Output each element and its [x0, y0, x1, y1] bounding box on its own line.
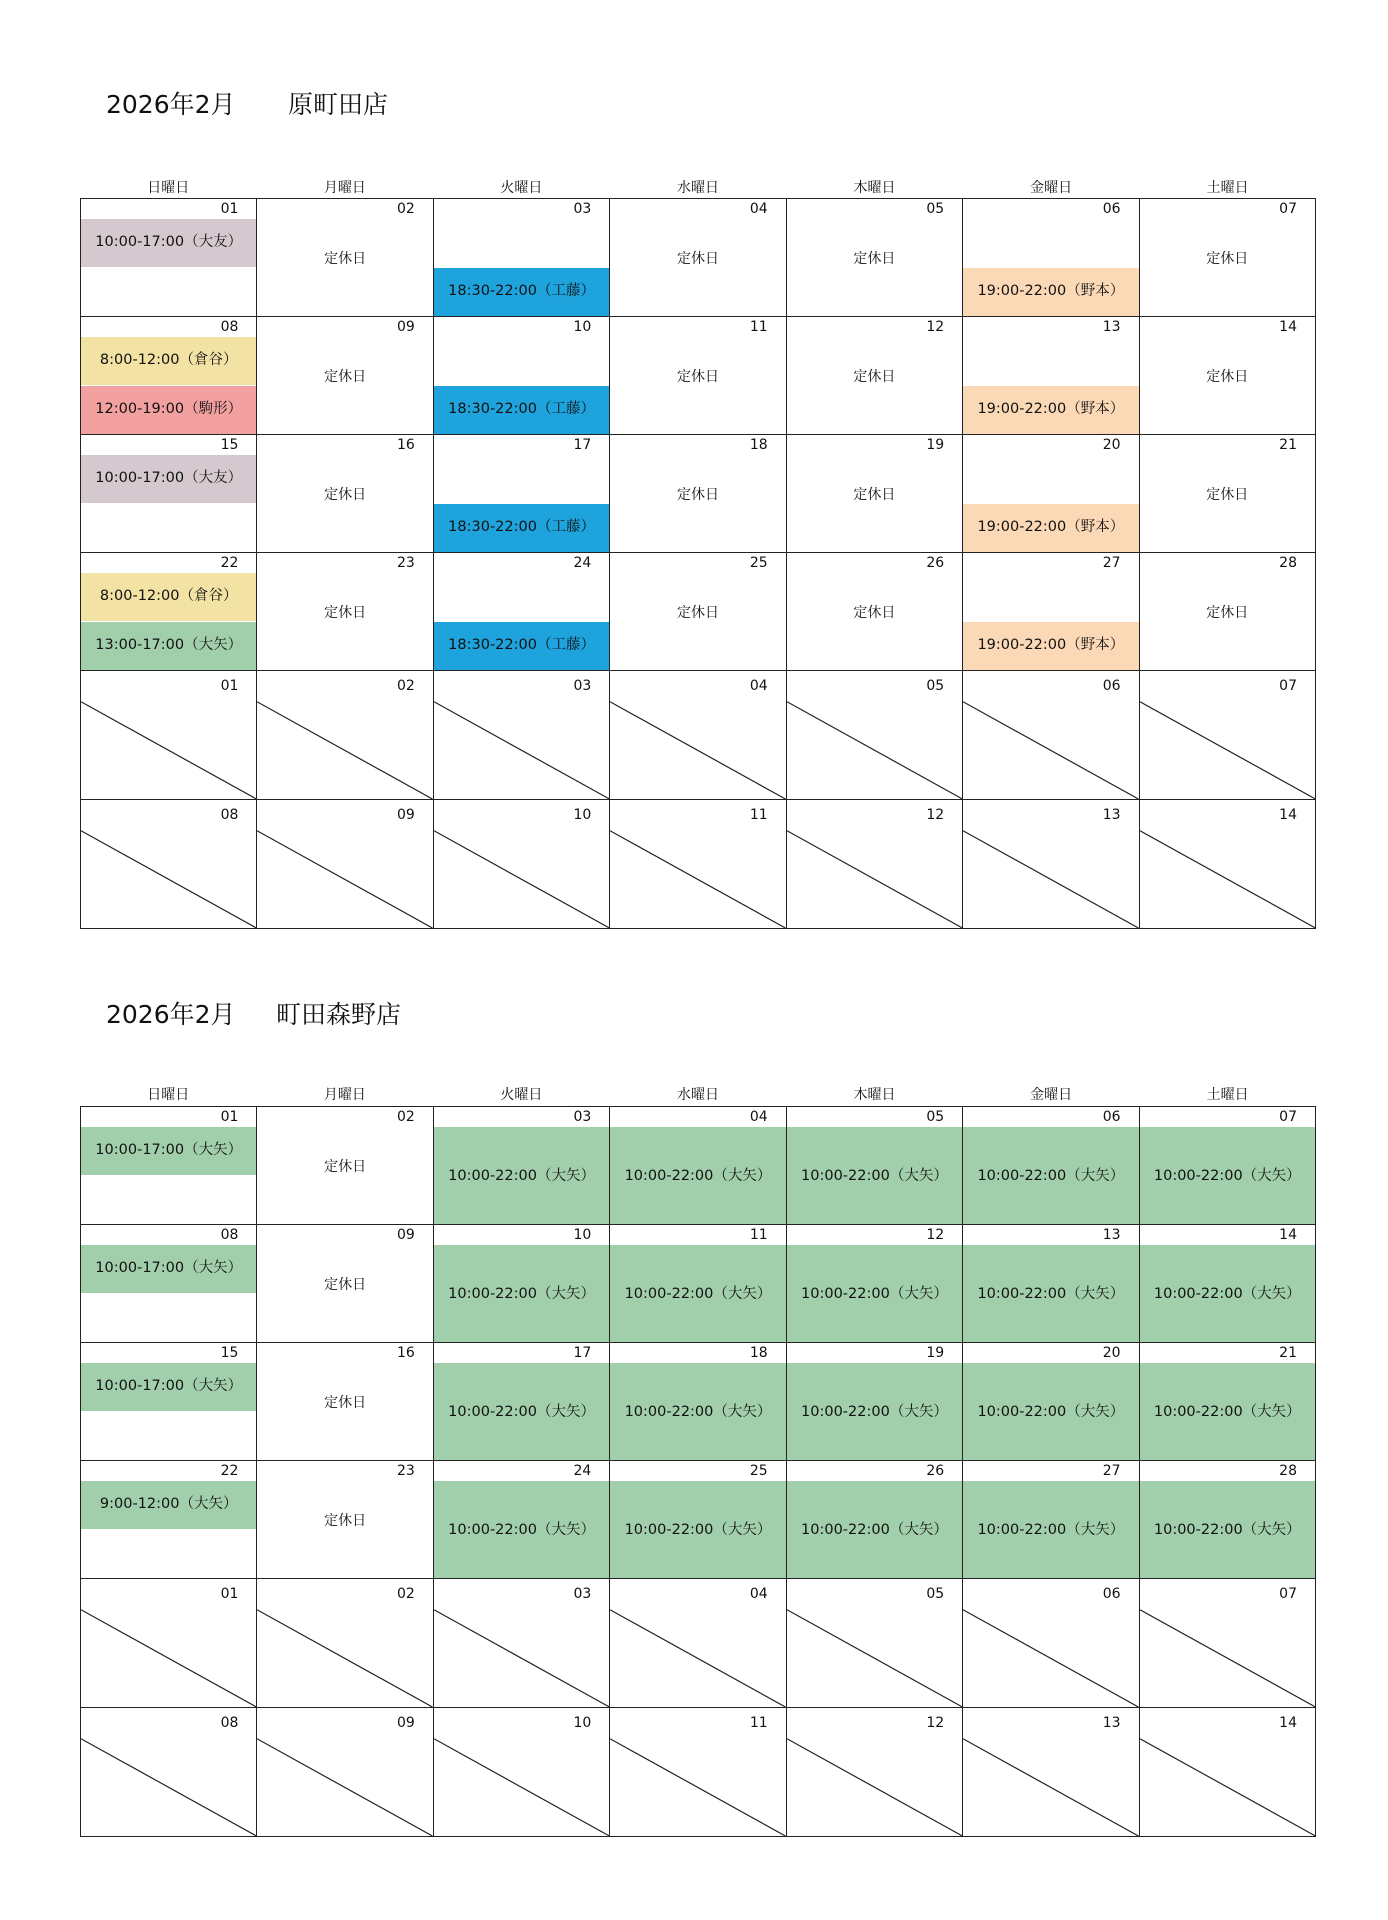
shift-block: 10:00-17:00（大友）: [81, 219, 256, 267]
calendar-cell: [257, 1343, 433, 1461]
weekday-tue: 火曜日: [500, 1087, 543, 1103]
closed-day-label: 定休日: [1206, 250, 1249, 267]
shift-block: 10:00-22:00（大矢）: [787, 1127, 962, 1224]
day-number: 14: [1279, 807, 1297, 823]
calendar-cell: [787, 435, 963, 553]
calendar-cell: [610, 1461, 786, 1579]
calendar-cell: [434, 1225, 610, 1343]
calendar-cell-outside-month: [81, 1579, 257, 1708]
day-number: 05: [926, 201, 945, 217]
closed-day-label: 定休日: [1206, 486, 1249, 503]
shift-block: 19:00-22:00（野本）: [963, 622, 1138, 670]
day-number: 07: [1279, 1109, 1297, 1125]
month-label: 2026年2月: [106, 1000, 236, 1029]
day-number: 26: [926, 1463, 945, 1479]
calendar-cell: [81, 1107, 257, 1225]
day-number: 03: [573, 678, 592, 694]
day-number: 09: [397, 807, 415, 823]
day-number: 27: [1102, 555, 1121, 571]
day-number: 18: [749, 1345, 768, 1361]
calendar-cell-outside-month: [610, 800, 786, 929]
weekday-thu: 木曜日: [853, 1087, 896, 1103]
day-number: 20: [1102, 437, 1121, 453]
calendar-cell: [1140, 435, 1316, 553]
day-number: 05: [926, 1586, 945, 1602]
calendar-cell: [257, 1107, 433, 1225]
day-number: 13: [1102, 319, 1121, 335]
shift-block: 10:00-22:00（大矢）: [1140, 1363, 1315, 1460]
calendar-cell: [257, 1225, 433, 1343]
calendar-cell: [257, 1461, 433, 1579]
shift-block: 10:00-22:00（大矢）: [1140, 1127, 1315, 1224]
shift-block: 10:00-22:00（大矢）: [610, 1481, 785, 1578]
calendar-cell: [434, 1343, 610, 1461]
calendar-cell-outside-month: [787, 1708, 963, 1837]
day-number: 28: [1279, 1463, 1297, 1479]
shift-block: 18:30-22:00（工藤）: [434, 386, 609, 434]
day-number: 21: [1279, 437, 1297, 453]
calendar-cell: [787, 1107, 963, 1225]
day-number: 28: [1279, 555, 1297, 571]
closed-day-label: 定休日: [324, 368, 367, 385]
closed-day-label: 定休日: [676, 604, 719, 621]
closed-day-label: 定休日: [324, 250, 367, 267]
day-number: 15: [220, 1345, 239, 1361]
day-number: 12: [926, 807, 945, 823]
shift-block: 10:00-22:00（大矢）: [434, 1127, 609, 1224]
weekday-header: [80, 177, 1316, 199]
weekday-header: [80, 1084, 1316, 1106]
calendar-cell-outside-month: [963, 1579, 1139, 1708]
day-number: 02: [397, 1586, 415, 1602]
day-number: 06: [1102, 1109, 1121, 1125]
calendar-cell-outside-month: [81, 800, 257, 929]
shift-block: 10:00-22:00（大矢）: [963, 1245, 1138, 1342]
day-number: 02: [397, 201, 415, 217]
day-number: 06: [1102, 201, 1121, 217]
shift-block: 19:00-22:00（野本）: [963, 386, 1138, 434]
day-number: 12: [926, 1715, 945, 1731]
shift-block: 8:00-12:00（倉谷）: [81, 573, 256, 621]
closed-day-label: 定休日: [853, 604, 896, 621]
shift-block: 19:00-22:00（野本）: [963, 268, 1138, 316]
shift-block: 10:00-22:00（大矢）: [963, 1127, 1138, 1224]
weekday-sat: 土曜日: [1206, 1087, 1249, 1103]
closed-day-label: 定休日: [324, 1512, 367, 1529]
closed-day-label: 定休日: [1206, 604, 1249, 621]
calendar-cell-outside-month: [787, 800, 963, 929]
month-label: 2026年2月: [106, 90, 236, 119]
day-number: 18: [749, 437, 768, 453]
day-number: 05: [926, 1109, 945, 1125]
weekday-tue: 火曜日: [500, 180, 543, 196]
calendar-cell: [434, 199, 610, 317]
day-number: 15: [220, 437, 239, 453]
shift-block: 18:30-22:00（工藤）: [434, 504, 609, 552]
day-number: 03: [573, 201, 592, 217]
day-number: 01: [220, 201, 239, 217]
shift-block: 10:00-22:00（大矢）: [963, 1363, 1138, 1460]
calendar-cell-outside-month: [787, 1579, 963, 1708]
day-number: 16: [397, 437, 415, 453]
calendar-cell: [434, 317, 610, 435]
calendar-cell-outside-month: [1140, 1708, 1316, 1837]
calendar-cell: [963, 435, 1139, 553]
shift-block: 10:00-17:00（大友）: [81, 455, 256, 503]
day-number: 27: [1102, 1463, 1121, 1479]
day-number: 11: [749, 319, 768, 335]
day-number: 09: [397, 1227, 415, 1243]
closed-day-label: 定休日: [324, 604, 367, 621]
day-number: 04: [749, 1109, 768, 1125]
day-number: 13: [1102, 807, 1121, 823]
day-number: 23: [397, 1463, 415, 1479]
day-number: 14: [1279, 319, 1297, 335]
shift-block: 10:00-22:00（大矢）: [787, 1245, 962, 1342]
day-number: 10: [573, 1715, 592, 1731]
shift-block: 19:00-22:00（野本）: [963, 504, 1138, 552]
day-number: 14: [1279, 1715, 1297, 1731]
day-number: 20: [1102, 1345, 1121, 1361]
calendar-cell: [610, 317, 786, 435]
shop-name: 原町田店: [288, 90, 389, 119]
closed-day-label: 定休日: [324, 1158, 367, 1175]
weekday-sat: 土曜日: [1206, 180, 1249, 196]
day-number: 04: [749, 201, 768, 217]
day-number: 07: [1279, 1586, 1297, 1602]
calendar-cell: [787, 553, 963, 671]
day-number: 21: [1279, 1345, 1297, 1361]
calendar-cell-outside-month: [1140, 800, 1316, 929]
calendar-cell: [1140, 199, 1316, 317]
shift-block: 9:00-12:00（大矢）: [81, 1481, 256, 1529]
calendar-cell: [257, 199, 433, 317]
day-number: 26: [926, 555, 945, 571]
calendar-cell: [963, 1343, 1139, 1461]
day-number: 05: [926, 678, 945, 694]
closed-day-label: 定休日: [676, 486, 719, 503]
calendar-cell-outside-month: [1140, 1579, 1316, 1708]
day-number: 06: [1102, 678, 1121, 694]
day-number: 22: [220, 555, 239, 571]
calendar-title: [106, 85, 388, 125]
shift-block: 10:00-22:00（大矢）: [434, 1363, 609, 1460]
calendar-cell: [610, 199, 786, 317]
weekday-sun: 日曜日: [147, 180, 190, 196]
day-number: 10: [573, 807, 592, 823]
day-number: 03: [573, 1586, 592, 1602]
day-number: 07: [1279, 201, 1297, 217]
closed-day-label: 定休日: [324, 1276, 367, 1293]
calendar-cell: [81, 553, 257, 671]
calendar-cell: [434, 435, 610, 553]
calendar-cell: [434, 553, 610, 671]
day-number: 25: [749, 1463, 768, 1479]
calendar-cell-outside-month: [610, 671, 786, 800]
shift-block: 18:30-22:00（工藤）: [434, 622, 609, 670]
shift-block: 10:00-22:00（大矢）: [434, 1481, 609, 1578]
weekday-wed: 水曜日: [676, 180, 719, 196]
calendar-cell: [787, 1461, 963, 1579]
calendar-cell: [963, 199, 1139, 317]
shift-block: 12:00-19:00（駒形）: [81, 386, 256, 434]
weekday-fri: 金曜日: [1030, 180, 1073, 196]
day-number: 04: [749, 678, 768, 694]
day-number: 12: [926, 1227, 945, 1243]
closed-day-label: 定休日: [676, 250, 719, 267]
calendar-grid: [80, 1106, 1316, 1837]
day-number: 11: [749, 1227, 768, 1243]
day-number: 24: [573, 1463, 592, 1479]
calendar-cell-outside-month: [257, 1579, 433, 1708]
calendar-cell-outside-month: [963, 671, 1139, 800]
calendar-cell-outside-month: [257, 800, 433, 929]
day-number: 04: [749, 1586, 768, 1602]
calendar-cell-outside-month: [81, 671, 257, 800]
day-number: 22: [220, 1463, 239, 1479]
day-number: 23: [397, 555, 415, 571]
weekday-sun: 日曜日: [147, 1087, 190, 1103]
day-number: 09: [397, 319, 415, 335]
calendar-cell-outside-month: [434, 800, 610, 929]
calendar-cell-outside-month: [81, 1708, 257, 1837]
day-number: 10: [573, 1227, 592, 1243]
calendar-cell-outside-month: [434, 1579, 610, 1708]
shift-block: 10:00-17:00（大矢）: [81, 1245, 256, 1293]
day-number: 08: [220, 319, 239, 335]
calendar-cell-outside-month: [610, 1579, 786, 1708]
calendar-cell: [610, 1343, 786, 1461]
calendar-grid: [80, 198, 1316, 929]
day-number: 03: [573, 1109, 592, 1125]
day-number: 19: [926, 437, 945, 453]
day-number: 17: [573, 1345, 592, 1361]
calendar-cell: [963, 1107, 1139, 1225]
weekday-fri: 金曜日: [1030, 1087, 1073, 1103]
shift-block: 8:00-12:00（倉谷）: [81, 337, 256, 385]
day-number: 16: [397, 1345, 415, 1361]
shift-block: 10:00-22:00（大矢）: [610, 1245, 785, 1342]
closed-day-label: 定休日: [1206, 368, 1249, 385]
shift-block: 10:00-22:00（大矢）: [787, 1363, 962, 1460]
shift-block: 10:00-22:00（大矢）: [610, 1127, 785, 1224]
calendar-cell: [257, 317, 433, 435]
shift-block: 10:00-22:00（大矢）: [1140, 1481, 1315, 1578]
shift-block: 10:00-22:00（大矢）: [963, 1481, 1138, 1578]
day-number: 12: [926, 319, 945, 335]
calendar-cell: [81, 1461, 257, 1579]
calendar-cell: [610, 435, 786, 553]
calendar-cell: [610, 553, 786, 671]
calendar-cell: [81, 317, 257, 435]
day-number: 01: [220, 1109, 239, 1125]
calendar-title: [106, 995, 401, 1035]
shift-block: 10:00-22:00（大矢）: [787, 1481, 962, 1578]
calendar-cell-outside-month: [257, 1708, 433, 1837]
shift-block: 10:00-17:00（大矢）: [81, 1127, 256, 1175]
shift-block: 10:00-22:00（大矢）: [434, 1245, 609, 1342]
day-number: 02: [397, 1109, 415, 1125]
day-number: 10: [573, 319, 592, 335]
weekday-wed: 水曜日: [676, 1087, 719, 1103]
calendar-cell-outside-month: [434, 671, 610, 800]
calendar-cell: [787, 1343, 963, 1461]
calendar-cell: [787, 1225, 963, 1343]
calendar-cell: [610, 1225, 786, 1343]
calendar-cell: [963, 553, 1139, 671]
closed-day-label: 定休日: [853, 486, 896, 503]
day-number: 09: [397, 1715, 415, 1731]
closed-day-label: 定休日: [853, 368, 896, 385]
calendar-cell-outside-month: [963, 800, 1139, 929]
calendar-cell-outside-month: [257, 671, 433, 800]
day-number: 08: [220, 807, 239, 823]
calendar-cell-outside-month: [434, 1708, 610, 1837]
day-number: 01: [220, 1586, 239, 1602]
calendar-cell: [81, 199, 257, 317]
calendar-cell: [787, 199, 963, 317]
day-number: 08: [220, 1227, 239, 1243]
calendar-cell: [1140, 553, 1316, 671]
calendar-cell: [1140, 1107, 1316, 1225]
calendar-cell: [81, 435, 257, 553]
calendar-cell: [257, 553, 433, 671]
closed-day-label: 定休日: [853, 250, 896, 267]
calendar-cell: [1140, 317, 1316, 435]
calendar-cell-outside-month: [787, 671, 963, 800]
day-number: 01: [220, 678, 239, 694]
closed-day-label: 定休日: [676, 368, 719, 385]
day-number: 24: [573, 555, 592, 571]
weekday-mon: 月曜日: [323, 180, 366, 196]
calendar-cell: [610, 1107, 786, 1225]
day-number: 25: [749, 555, 768, 571]
calendar-cell: [1140, 1461, 1316, 1579]
weekday-mon: 月曜日: [323, 1087, 366, 1103]
calendar-cell: [1140, 1225, 1316, 1343]
shift-block: 18:30-22:00（工藤）: [434, 268, 609, 316]
calendar-cell: [963, 317, 1139, 435]
day-number: 13: [1102, 1715, 1121, 1731]
calendar-cell-outside-month: [1140, 671, 1316, 800]
calendar-cell: [434, 1461, 610, 1579]
day-number: 14: [1279, 1227, 1297, 1243]
shop-name: 町田森野店: [276, 1000, 402, 1029]
weekday-thu: 木曜日: [853, 180, 896, 196]
day-number: 02: [397, 678, 415, 694]
day-number: 11: [749, 1715, 768, 1731]
day-number: 13: [1102, 1227, 1121, 1243]
day-number: 08: [220, 1715, 239, 1731]
closed-day-label: 定休日: [324, 486, 367, 503]
shift-block: 10:00-22:00（大矢）: [1140, 1245, 1315, 1342]
calendar-cell: [434, 1107, 610, 1225]
calendar-cell: [257, 435, 433, 553]
calendar-cell: [1140, 1343, 1316, 1461]
day-number: 07: [1279, 678, 1297, 694]
shift-block: 13:00-17:00（大矢）: [81, 622, 256, 670]
calendar-cell-outside-month: [610, 1708, 786, 1837]
calendar-cell: [963, 1461, 1139, 1579]
calendar-cell: [81, 1343, 257, 1461]
calendar-cell: [81, 1225, 257, 1343]
day-number: 11: [749, 807, 768, 823]
day-number: 17: [573, 437, 592, 453]
calendar-cell: [963, 1225, 1139, 1343]
day-number: 06: [1102, 1586, 1121, 1602]
shift-block: 10:00-17:00（大矢）: [81, 1363, 256, 1411]
shift-block: 10:00-22:00（大矢）: [610, 1363, 785, 1460]
calendar-cell-outside-month: [963, 1708, 1139, 1837]
closed-day-label: 定休日: [324, 1394, 367, 1411]
day-number: 19: [926, 1345, 945, 1361]
calendar-cell: [787, 317, 963, 435]
